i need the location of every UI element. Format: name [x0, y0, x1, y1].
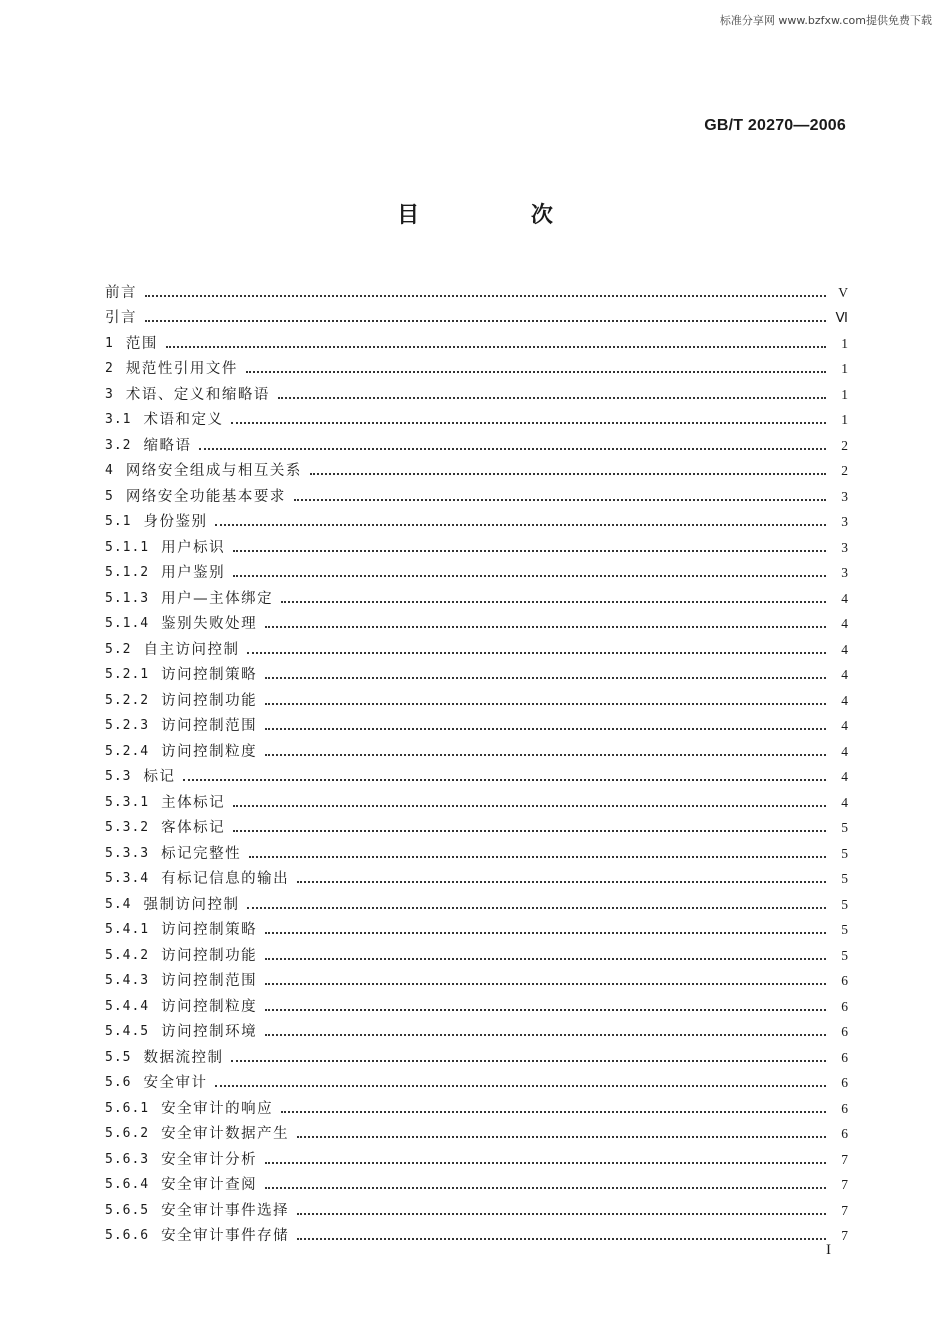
toc-entry-label: 用户鉴别: [161, 565, 226, 581]
toc-entry-page: 5: [841, 871, 848, 886]
dot-leader: [297, 1237, 826, 1240]
toc-entry-page: 6: [841, 1126, 848, 1141]
toc-entry-number: 5.3: [105, 769, 132, 784]
toc-entry-label: 自主访问控制: [143, 641, 240, 658]
dot-leader: [265, 1008, 826, 1011]
dot-leader: [199, 447, 826, 450]
toc-entry-page: 5: [841, 845, 848, 861]
toc-entry-page: 5: [841, 922, 848, 937]
toc-entry-number: 2: [105, 361, 114, 376]
toc-entry: [105, 633, 848, 659]
toc-entry: [105, 684, 848, 710]
toc-entry-number: 5.2.2: [105, 692, 150, 708]
toc-entry-label: 安全审计数据产生: [161, 1126, 290, 1142]
dot-leader: [145, 319, 826, 322]
dot-leader: [265, 625, 826, 628]
toc-entry-page: 3: [841, 514, 848, 529]
toc-entry-page: 2: [841, 437, 848, 453]
toc-entry: [105, 506, 848, 532]
toc-entry-label: 访问控制范围: [161, 973, 258, 989]
toc-entry-label: 用户标识: [161, 539, 226, 556]
toc-entry: [105, 761, 848, 787]
dot-leader: [215, 523, 826, 526]
toc-entry-number: 5.1.2: [105, 565, 150, 580]
toc-entry-number: 5.6.3: [105, 1151, 150, 1167]
dot-leader: [278, 396, 826, 399]
toc-entry-page: 7: [841, 1151, 848, 1167]
toc-entry-label: 访问控制环境: [161, 1024, 258, 1040]
toc-entry-number: 5.1.4: [105, 616, 150, 631]
toc-entry: [105, 914, 848, 940]
dot-leader: [310, 472, 826, 475]
toc-entry: [105, 710, 848, 736]
toc-entry: [105, 812, 848, 838]
toc-entry-number: 5.4.5: [105, 1024, 150, 1039]
toc-entry-number: 5.2: [105, 641, 132, 657]
toc-entry: [105, 302, 848, 328]
dot-leader: [281, 1110, 826, 1113]
toc-entry: [105, 1067, 848, 1093]
page-title: 目 次: [397, 203, 605, 228]
toc-entry-page: 6: [841, 973, 848, 988]
dot-leader: [249, 855, 826, 858]
toc-entry-label: 引言: [105, 310, 137, 326]
toc-entry-number: 5.3.4: [105, 871, 150, 886]
dot-leader: [265, 1033, 826, 1036]
toc-entry-page: 4: [841, 769, 848, 784]
toc-entry: [105, 531, 848, 557]
toc-entry: [105, 480, 848, 506]
toc-entry: [105, 888, 848, 914]
toc-entry-label: 标记完整性: [161, 845, 242, 862]
toc-entry-page: 7: [841, 1177, 848, 1192]
toc-entry-page: 1: [841, 335, 848, 351]
toc-entry-number: 5.1.1: [105, 539, 150, 555]
toc-entry: [105, 837, 848, 863]
toc-entry-page: 1: [841, 412, 848, 427]
toc-entry: [105, 327, 848, 353]
toc-entry-page: 4: [841, 616, 848, 631]
toc-entry-number: 3: [105, 386, 114, 402]
toc-entry-page: 6: [841, 1024, 848, 1039]
toc-entry-page: 2: [841, 463, 848, 478]
toc-entry-label: 鉴别失败处理: [161, 616, 258, 632]
toc-entry: [105, 276, 848, 302]
toc-entry-number: 5.1.3: [105, 590, 150, 606]
dot-leader: [231, 1059, 826, 1062]
toc-entry-number: 5.6.1: [105, 1100, 150, 1116]
toc-entry-page: 4: [841, 718, 848, 733]
dot-leader: [233, 829, 826, 832]
toc-entry-page: 7: [841, 1228, 848, 1243]
toc-entry-page: 6: [841, 1075, 848, 1090]
toc-entry-page: 4: [841, 590, 848, 606]
toc-entry: [105, 455, 848, 481]
toc-entry-number: 5.2.3: [105, 718, 150, 733]
toc-entry-number: 5.6.6: [105, 1228, 150, 1243]
dot-leader: [265, 1186, 826, 1189]
toc-entry-page: 5: [841, 896, 848, 912]
toc-entry-page: 1: [841, 386, 848, 402]
toc-entry-number: 1: [105, 335, 114, 351]
dot-leader: [265, 702, 826, 705]
toc-entry-page: 6: [841, 1100, 848, 1116]
dot-leader: [297, 1212, 826, 1215]
toc-entry-label: 主体标记: [161, 794, 226, 811]
toc-entry: [105, 353, 848, 379]
toc-entry-number: 5.4: [105, 896, 132, 912]
toc-entry: [105, 1194, 848, 1220]
dot-leader: [265, 727, 826, 730]
dot-leader: [265, 1161, 826, 1164]
toc-entry-label: 标记: [143, 769, 176, 785]
toc-entry-label: 网络安全功能基本要求: [125, 488, 286, 505]
dot-leader: [281, 600, 826, 603]
toc-entry: [105, 990, 848, 1016]
toc-entry: [105, 1220, 848, 1246]
toc-entry-number: 5.6: [105, 1075, 132, 1090]
toc-entry: [105, 965, 848, 991]
toc-entry-label: 前言: [105, 284, 137, 301]
toc-entry-number: 5.4.4: [105, 998, 150, 1014]
toc-entry: [105, 1092, 848, 1118]
toc-entry: [105, 429, 848, 455]
dot-leader: [297, 1135, 826, 1138]
toc-entry: [105, 582, 848, 608]
watermark-text: 标准分享网 www.bzfxw.com提供免费下载: [719, 14, 932, 27]
dot-leader: [183, 778, 826, 781]
dot-leader: [265, 676, 826, 679]
dot-leader: [233, 549, 826, 552]
toc-entry-page: 3: [841, 488, 848, 504]
toc-entry-number: 3.2: [105, 437, 132, 453]
toc-entry-number: 5.4.2: [105, 947, 150, 963]
toc-entry-label: 规范性引用文件: [125, 361, 238, 377]
toc-entry-number: 5.1: [105, 514, 132, 529]
dot-leader: [265, 931, 826, 934]
toc-entry: [105, 863, 848, 889]
toc-entry-label: 访问控制策略: [161, 667, 258, 683]
dot-leader: [166, 345, 826, 348]
toc-entry-page: 4: [841, 667, 848, 682]
toc-entry-label: 客体标记: [161, 820, 226, 836]
toc-entry-label: 访问控制粒度: [161, 998, 258, 1015]
toc-entry-number: 5.5: [105, 1049, 132, 1065]
toc-entry: [105, 1041, 848, 1067]
toc-entry-label: 身份鉴别: [143, 514, 208, 530]
toc-entry-number: 3.1: [105, 412, 132, 427]
toc-entry-number: 5.2.1: [105, 667, 150, 682]
dot-leader: [265, 982, 826, 985]
toc-entry: [105, 786, 848, 812]
toc-entry-label: 安全审计事件存储: [161, 1228, 290, 1244]
toc-entry-label: 有标记信息的输出: [161, 871, 290, 887]
page-number: I: [826, 1242, 831, 1258]
toc-entry-page: 1: [841, 361, 848, 376]
toc-entry-page: 4: [841, 743, 848, 759]
toc-entry-label: 安全审计查阅: [161, 1177, 258, 1193]
toc-entry: [105, 939, 848, 965]
toc-entry-number: 5: [105, 488, 114, 504]
dot-leader: [215, 1084, 826, 1087]
toc-entry: [105, 608, 848, 634]
toc-entry-page: 6: [841, 998, 848, 1014]
standard-number: GB/T 20270—2006: [704, 117, 846, 134]
toc-entry-number: 4: [105, 463, 114, 478]
toc-entry-number: 5.4.1: [105, 922, 150, 937]
toc-entry-page: Ⅵ: [835, 310, 848, 325]
toc-entry-page: 4: [841, 692, 848, 708]
toc-entry-page: 3: [841, 539, 848, 555]
toc-entry-label: 术语、定义和缩略语: [125, 386, 270, 403]
toc-entry-page: V: [838, 284, 848, 300]
toc-entry-page: 3: [841, 565, 848, 580]
toc-entry-page: 7: [841, 1202, 848, 1218]
dot-leader: [247, 651, 826, 654]
table-of-contents: [105, 276, 848, 1245]
toc-entry-label: 强制访问控制: [143, 896, 240, 913]
toc-entry-label: 安全审计分析: [161, 1151, 258, 1168]
toc-entry: [105, 378, 848, 404]
dot-leader: [294, 498, 826, 501]
toc-entry: [105, 1016, 848, 1042]
toc-entry-page: 4: [841, 794, 848, 810]
dot-leader: [297, 880, 826, 883]
dot-leader: [247, 906, 826, 909]
toc-entry-label: 缩略语: [143, 437, 192, 454]
toc-entry: [105, 557, 848, 583]
toc-entry: [105, 1169, 848, 1195]
toc-entry-number: 5.6.4: [105, 1177, 150, 1192]
dot-leader: [233, 574, 826, 577]
toc-entry-number: 5.3.2: [105, 820, 150, 835]
toc-entry-number: 5.3.3: [105, 845, 150, 861]
toc-entry-page: 4: [841, 641, 848, 657]
toc-entry-label: 访问控制范围: [161, 718, 258, 734]
dot-leader: [265, 753, 826, 756]
dot-leader: [246, 370, 826, 373]
dot-leader: [231, 421, 826, 424]
toc-entry: [105, 404, 848, 430]
toc-entry-page: 5: [841, 947, 848, 963]
toc-entry-label: 访问控制功能: [161, 947, 258, 964]
toc-entry: [105, 659, 848, 685]
toc-entry-label: 访问控制策略: [161, 922, 258, 938]
toc-entry-label: 用户—主体绑定: [161, 590, 274, 607]
dot-leader: [145, 294, 826, 297]
toc-entry-number: 5.6.5: [105, 1202, 150, 1218]
toc-entry-label: 网络安全组成与相互关系: [125, 463, 302, 479]
toc-entry: [105, 1118, 848, 1144]
toc-entry-page: 5: [841, 820, 848, 835]
toc-entry-number: 5.6.2: [105, 1126, 150, 1141]
toc-entry-number: 5.4.3: [105, 973, 150, 988]
toc-entry-number: 5.3.1: [105, 794, 150, 810]
toc-entry-label: 安全审计事件选择: [161, 1202, 290, 1219]
toc-entry-label: 术语和定义: [143, 412, 224, 428]
toc-entry-label: 访问控制粒度: [161, 743, 258, 760]
toc-entry-label: 数据流控制: [143, 1049, 224, 1066]
dot-leader: [265, 957, 826, 960]
toc-entry-number: 5.2.4: [105, 743, 150, 759]
toc-entry-page: 6: [841, 1049, 848, 1065]
toc-entry-label: 安全审计: [143, 1075, 208, 1091]
toc-entry-label: 安全审计的响应: [161, 1100, 274, 1117]
dot-leader: [233, 804, 826, 807]
toc-entry-label: 范围: [125, 335, 158, 352]
toc-entry: [105, 1143, 848, 1169]
toc-entry-label: 访问控制功能: [161, 692, 258, 709]
toc-entry: [105, 735, 848, 761]
